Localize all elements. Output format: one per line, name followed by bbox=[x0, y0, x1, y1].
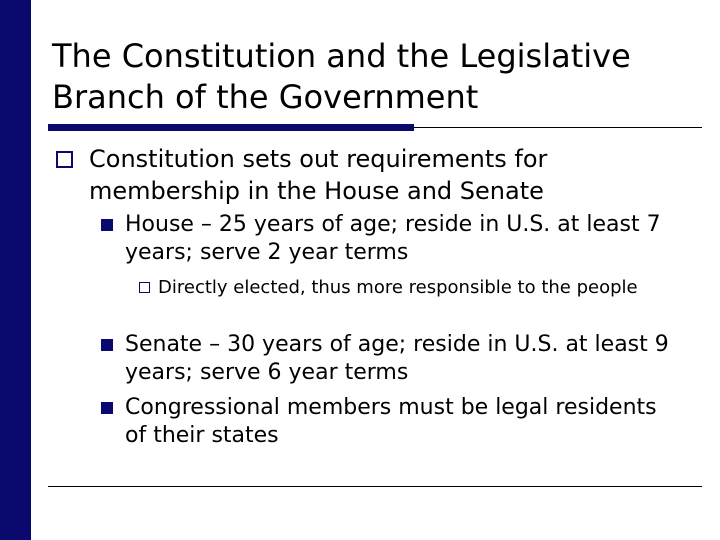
bullet-directly-elected bbox=[139, 277, 679, 299]
slide-left-accent-bar bbox=[0, 0, 31, 540]
filled-square-bullet-icon bbox=[101, 402, 113, 414]
bullet-text: Senate – 30 years of age; reside in U.S. at least 9 years; serve 6 year terms bbox=[125, 332, 669, 385]
bullet-house-requirements bbox=[101, 211, 681, 267]
filled-square-bullet-icon bbox=[101, 219, 113, 231]
bullet-legal-residents bbox=[101, 394, 681, 450]
filled-square-bullet-icon bbox=[101, 339, 113, 351]
bullet-text: Constitution sets out requirements for membership in the House and Senate bbox=[89, 145, 548, 205]
footer-divider-line bbox=[48, 486, 702, 487]
bullet-constitution-requirements bbox=[56, 143, 696, 207]
bullet-text: Directly elected, thus more responsible to the people bbox=[158, 277, 638, 298]
hollow-square-bullet-icon bbox=[56, 151, 73, 168]
slide-title-line1: The Constitution and the Legislative bbox=[52, 37, 631, 75]
bullet-text: Congressional members must be legal residents of their states bbox=[125, 395, 657, 448]
slide-title bbox=[52, 36, 702, 118]
hollow-square-bullet-icon bbox=[139, 282, 150, 293]
bullet-senate-requirements bbox=[101, 331, 681, 387]
bullet-text: House – 25 years of age; reside in U.S. at least 7 years; serve 2 year terms bbox=[125, 212, 661, 265]
slide-title-line2: Branch of the Government bbox=[52, 78, 479, 116]
title-divider-accent bbox=[48, 124, 414, 131]
